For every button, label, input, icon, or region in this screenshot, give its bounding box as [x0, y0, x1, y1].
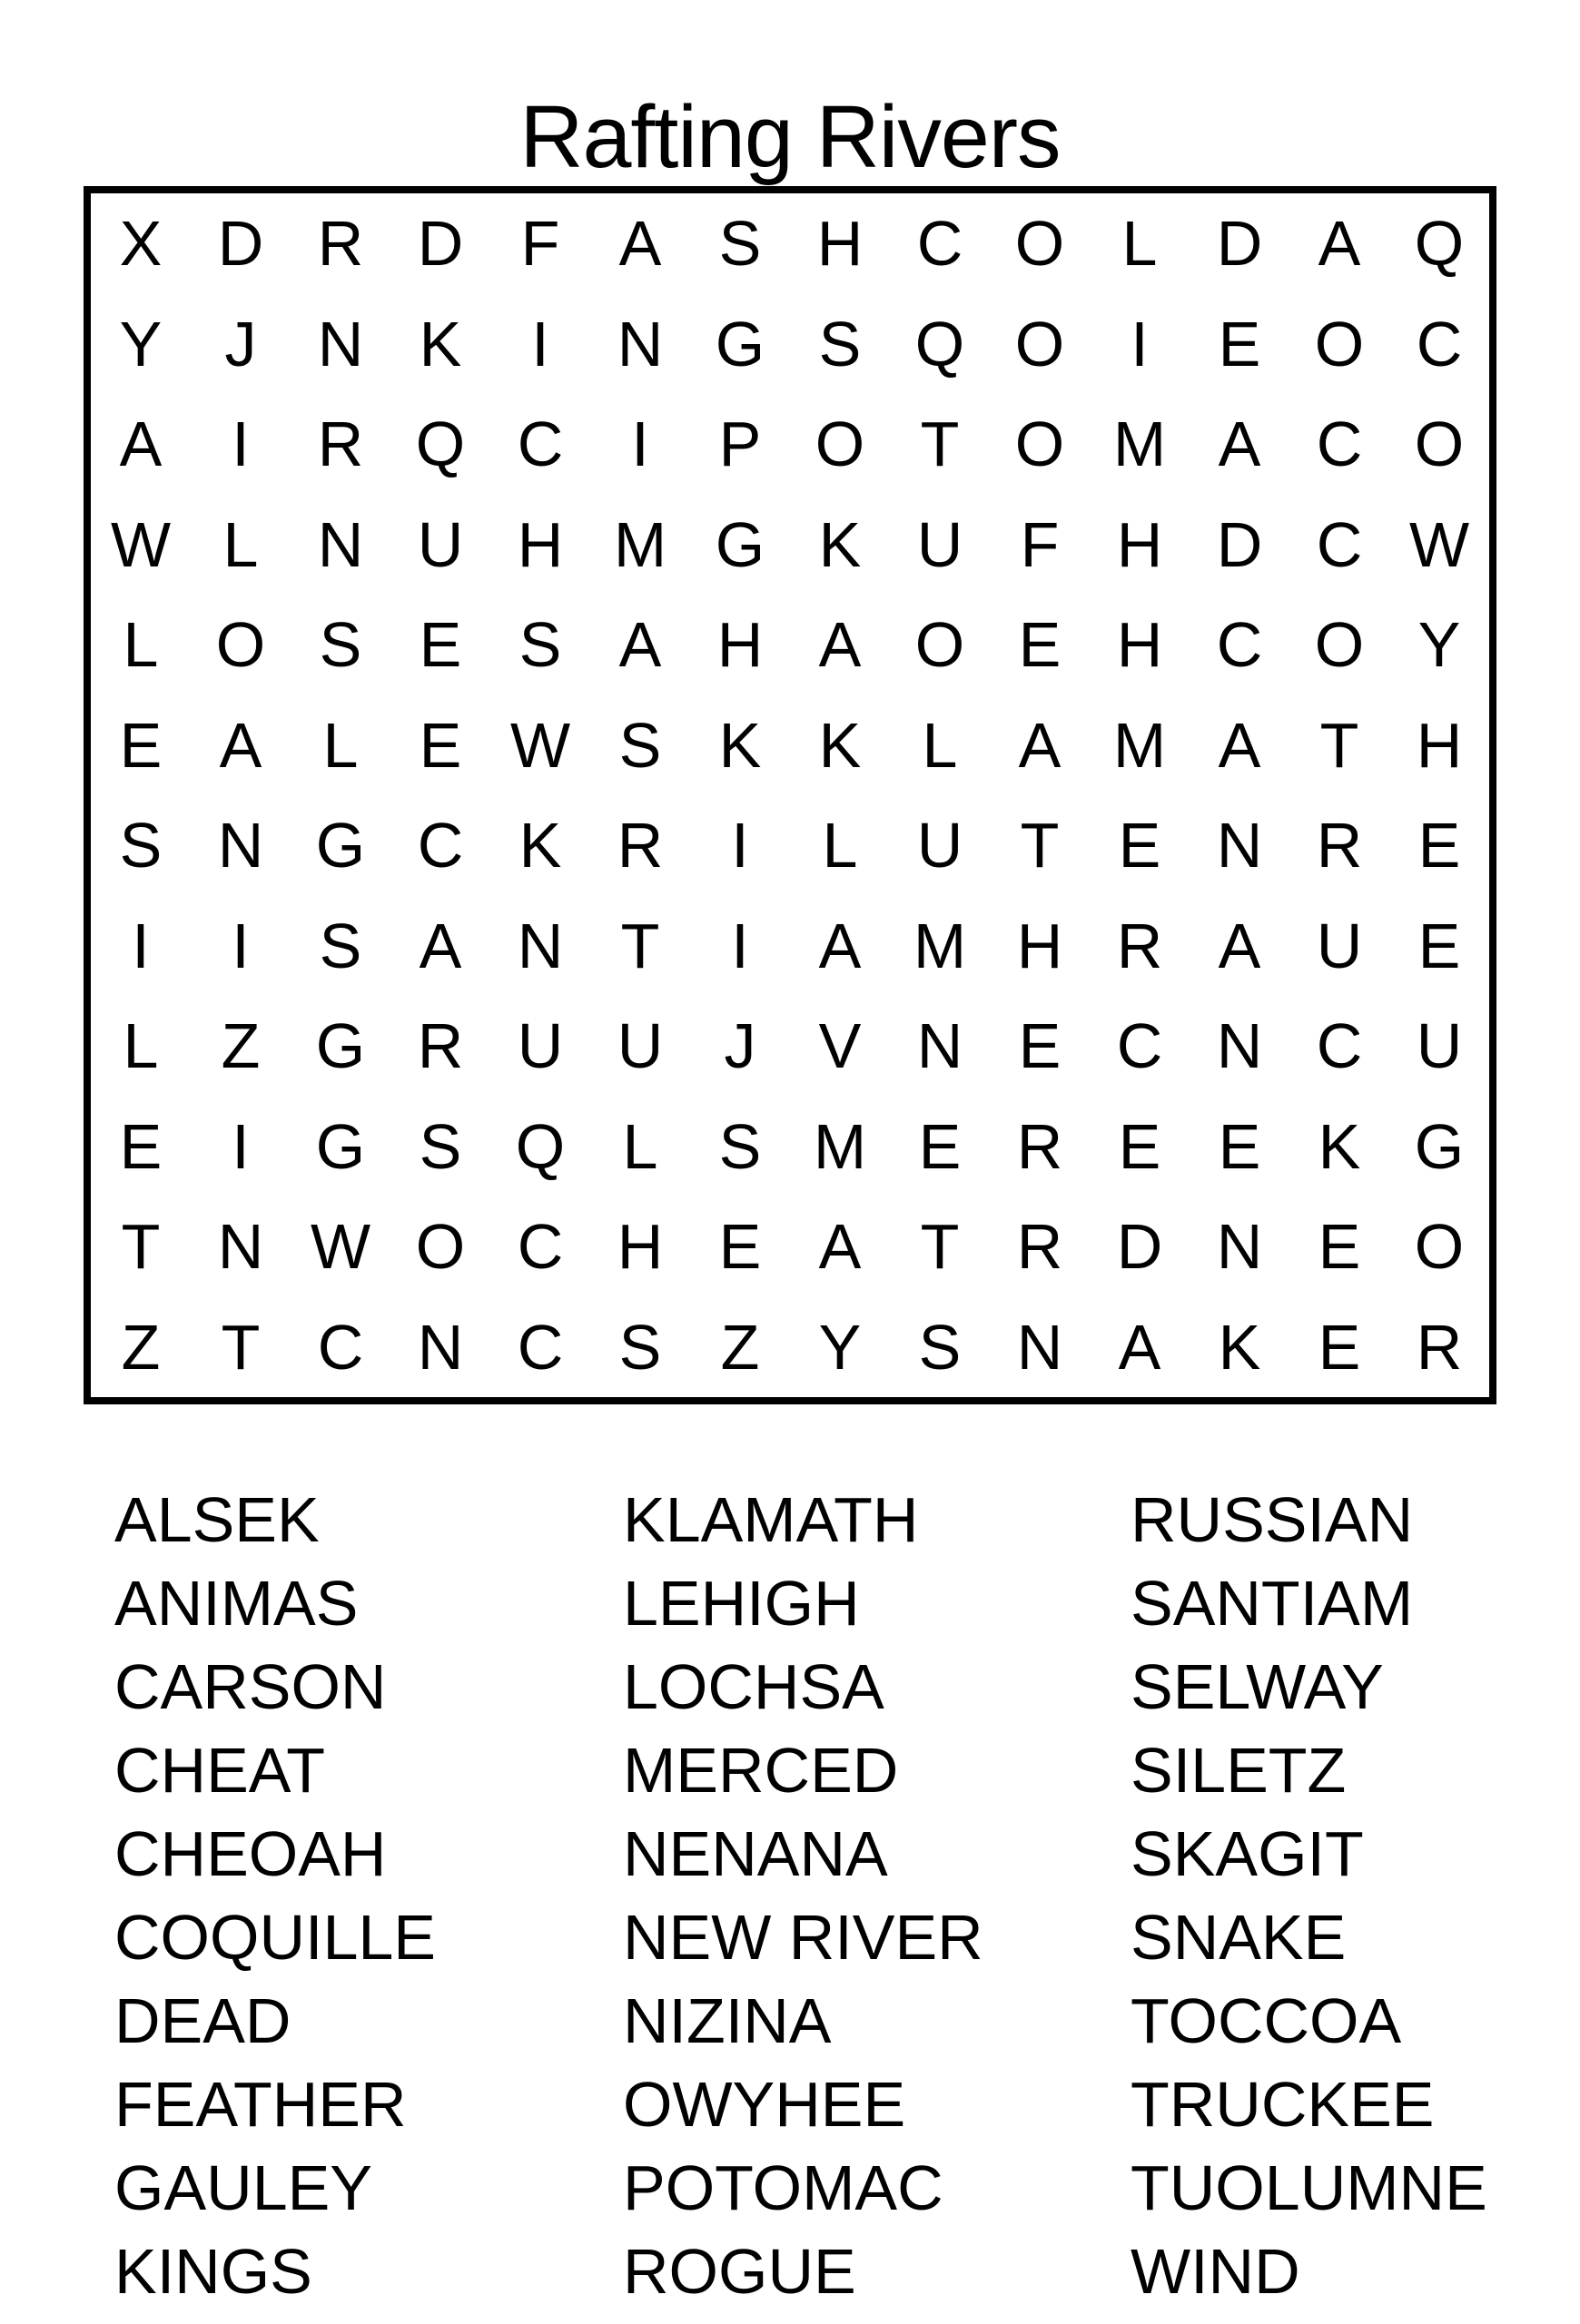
- grid-cell[interactable]: L: [123, 609, 159, 681]
- word-list-item: COQUILLE: [114, 1902, 436, 1973]
- grid-cell[interactable]: T: [620, 910, 660, 981]
- grid-cell[interactable]: G: [715, 508, 765, 580]
- grid-cell[interactable]: K: [1218, 1311, 1261, 1383]
- grid-cell[interactable]: N: [1016, 1311, 1063, 1383]
- grid-cell[interactable]: N: [317, 308, 364, 379]
- grid-cell[interactable]: R: [1016, 1110, 1063, 1182]
- grid-cell[interactable]: A: [818, 1211, 862, 1283]
- grid-cell[interactable]: L: [123, 1010, 159, 1082]
- grid-cell[interactable]: H: [1116, 609, 1163, 681]
- word-list-item: CHEOAH: [114, 1818, 387, 1889]
- grid-cell[interactable]: C: [517, 1311, 564, 1383]
- grid-cell[interactable]: I: [1131, 308, 1149, 379]
- grid-cell[interactable]: C: [317, 1311, 364, 1383]
- grid-cell[interactable]: R: [1416, 1311, 1463, 1383]
- grid-cell[interactable]: N: [317, 508, 364, 580]
- grid-cell[interactable]: E: [419, 609, 462, 681]
- grid-cell[interactable]: N: [417, 1311, 464, 1383]
- grid-cell[interactable]: U: [916, 810, 963, 881]
- grid-cell[interactable]: A: [1118, 1311, 1161, 1383]
- grid-cell[interactable]: W: [509, 709, 571, 781]
- grid-cell[interactable]: R: [1016, 1211, 1063, 1283]
- word-list-item: NENANA: [623, 1818, 888, 1889]
- grid-cell[interactable]: O: [415, 1211, 466, 1283]
- grid-cell[interactable]: Z: [121, 1311, 161, 1383]
- grid-cell[interactable]: S: [518, 609, 562, 681]
- grid-cell[interactable]: A: [119, 409, 163, 480]
- word-list-item: NIZINA: [623, 1985, 832, 2056]
- grid-cell[interactable]: N: [217, 1211, 264, 1283]
- grid-cell[interactable]: Q: [515, 1110, 566, 1182]
- grid-cell[interactable]: K: [818, 709, 862, 781]
- grid-cell[interactable]: D: [1216, 508, 1263, 580]
- grid-cell[interactable]: G: [1414, 1110, 1465, 1182]
- grid-cell[interactable]: A: [618, 208, 662, 280]
- grid-cell[interactable]: S: [718, 208, 762, 280]
- grid-cell[interactable]: N: [1216, 810, 1263, 881]
- grid-cell[interactable]: I: [731, 910, 749, 981]
- grid-cell[interactable]: M: [613, 508, 667, 580]
- word-list-item: TRUCKEE: [1131, 2069, 1435, 2140]
- grid-cell[interactable]: A: [818, 910, 862, 981]
- grid-cell[interactable]: L: [622, 1110, 658, 1182]
- grid-cell[interactable]: T: [221, 1311, 261, 1383]
- word-list-item: CHEAT: [114, 1735, 326, 1806]
- grid-cell[interactable]: O: [815, 409, 865, 480]
- grid-cell[interactable]: E: [1417, 810, 1461, 881]
- grid-cell[interactable]: R: [1316, 810, 1363, 881]
- word-list-item: DEAD: [114, 1985, 291, 2056]
- grid-cell[interactable]: R: [317, 208, 364, 280]
- word-list-item: SELWAY: [1131, 1651, 1384, 1722]
- grid-cell[interactable]: N: [1216, 1010, 1263, 1082]
- grid-cell[interactable]: Q: [415, 409, 466, 480]
- grid-cell[interactable]: E: [1218, 1110, 1261, 1182]
- grid-cell[interactable]: E: [1417, 910, 1461, 981]
- grid-cell[interactable]: L: [922, 709, 958, 781]
- grid-cell[interactable]: E: [918, 1110, 962, 1182]
- grid-cell[interactable]: Y: [1417, 609, 1461, 681]
- grid-cell[interactable]: H: [1016, 910, 1063, 981]
- grid-cell[interactable]: Z: [221, 1010, 261, 1082]
- grid-cell[interactable]: E: [1018, 609, 1062, 681]
- grid-cell[interactable]: E: [1318, 1211, 1361, 1283]
- grid-cell[interactable]: A: [1218, 910, 1261, 981]
- word-list-item: ANIMAS: [114, 1568, 359, 1639]
- grid-cell[interactable]: E: [1018, 1010, 1062, 1082]
- grid-cell[interactable]: E: [1118, 810, 1161, 881]
- grid-cell[interactable]: O: [1314, 609, 1365, 681]
- grid-cell[interactable]: D: [417, 208, 464, 280]
- grid-cell[interactable]: L: [1121, 208, 1158, 280]
- word-list-item: KINGS: [114, 2236, 312, 2307]
- grid-cell[interactable]: D: [217, 208, 264, 280]
- grid-cell[interactable]: U: [916, 508, 963, 580]
- grid-cell[interactable]: E: [119, 1110, 163, 1182]
- grid-cell[interactable]: H: [617, 1211, 664, 1283]
- word-list-item: LOCHSA: [623, 1651, 884, 1722]
- grid-cell[interactable]: O: [914, 609, 965, 681]
- grid-cell[interactable]: C: [916, 208, 963, 280]
- grid-cell[interactable]: T: [1319, 709, 1359, 781]
- word-list-item: NEW RIVER: [623, 1902, 983, 1973]
- grid-cell[interactable]: U: [617, 1010, 664, 1082]
- grid-cell[interactable]: K: [1318, 1110, 1361, 1182]
- grid-cell[interactable]: I: [531, 308, 549, 379]
- grid-cell[interactable]: S: [319, 609, 362, 681]
- grid-cell[interactable]: D: [1216, 208, 1263, 280]
- grid-cell[interactable]: N: [517, 910, 564, 981]
- grid-cell[interactable]: N: [916, 1010, 963, 1082]
- grid-cell[interactable]: E: [1218, 308, 1261, 379]
- grid-cell[interactable]: S: [618, 709, 662, 781]
- word-list-column-1: [114, 1478, 436, 2313]
- grid-cell[interactable]: E: [718, 1211, 762, 1283]
- grid-cell[interactable]: X: [119, 208, 163, 280]
- page-title: Rafting Rivers: [519, 86, 1061, 186]
- grid-cell[interactable]: F: [520, 208, 560, 280]
- grid-cell[interactable]: J: [224, 308, 257, 379]
- word-list-item: SANTIAM: [1131, 1568, 1414, 1639]
- word-list-item: SILETZ: [1131, 1735, 1347, 1806]
- grid-cell[interactable]: I: [132, 910, 150, 981]
- grid-cell[interactable]: C: [1216, 609, 1263, 681]
- grid-cell[interactable]: W: [1408, 508, 1470, 580]
- grid-cell[interactable]: C: [1316, 409, 1363, 480]
- grid-cell[interactable]: R: [317, 409, 364, 480]
- grid-cell[interactable]: K: [419, 308, 462, 379]
- grid-cell[interactable]: C: [1316, 1010, 1363, 1082]
- grid-cell[interactable]: I: [731, 810, 749, 881]
- grid-cell[interactable]: G: [715, 308, 765, 379]
- grid-cell[interactable]: V: [818, 1010, 862, 1082]
- word-list-column-3: [1131, 1478, 1487, 2313]
- grid-cell[interactable]: A: [419, 910, 462, 981]
- grid-cell[interactable]: O: [1314, 308, 1365, 379]
- grid-cell[interactable]: K: [518, 810, 562, 881]
- grid-cell[interactable]: C: [1416, 308, 1463, 379]
- grid-cell[interactable]: W: [310, 1211, 371, 1283]
- word-list-item: TOCCOA: [1131, 1985, 1402, 2056]
- grid-cell[interactable]: O: [1414, 409, 1465, 480]
- grid-cell[interactable]: E: [419, 709, 462, 781]
- word-list-item: GAULEY: [114, 2152, 372, 2223]
- grid-cell[interactable]: S: [319, 910, 362, 981]
- word-list-item: RUSSIAN: [1131, 1484, 1414, 1555]
- grid-cell[interactable]: I: [631, 409, 649, 480]
- word-list-item: TUOLUMNE: [1131, 2152, 1487, 2223]
- grid-cell[interactable]: A: [1318, 208, 1361, 280]
- grid-cell[interactable]: I: [232, 1110, 250, 1182]
- word-search-grid: [84, 186, 1496, 1404]
- grid-cell[interactable]: C: [1316, 508, 1363, 580]
- grid-cell[interactable]: E: [119, 709, 163, 781]
- grid-cell[interactable]: Y: [119, 308, 163, 379]
- grid-cell[interactable]: Y: [818, 1311, 862, 1383]
- grid-cell[interactable]: H: [716, 609, 764, 681]
- word-list-item: KLAMATH: [623, 1484, 919, 1555]
- grid-cell[interactable]: G: [315, 1110, 366, 1182]
- word-list-item: OWYHEE: [623, 2069, 906, 2140]
- word-list-item: ROGUE: [623, 2236, 856, 2307]
- word-list-item: MERCED: [623, 1735, 899, 1806]
- grid-cell[interactable]: D: [1116, 1211, 1163, 1283]
- grid-cell[interactable]: E: [1118, 1110, 1161, 1182]
- grid-cell[interactable]: T: [121, 1211, 161, 1283]
- grid-cell[interactable]: O: [215, 609, 266, 681]
- grid-cell[interactable]: H: [1416, 709, 1463, 781]
- word-list-item: POTOMAC: [623, 2152, 943, 2223]
- grid-cell[interactable]: K: [818, 508, 862, 580]
- grid-cell[interactable]: O: [1414, 1211, 1465, 1283]
- grid-cell[interactable]: S: [818, 308, 862, 379]
- grid-cell[interactable]: U: [1316, 910, 1363, 981]
- grid-cell[interactable]: L: [322, 709, 359, 781]
- grid-cell[interactable]: J: [724, 1010, 756, 1082]
- grid-cell[interactable]: I: [232, 409, 250, 480]
- grid-cell[interactable]: A: [818, 609, 862, 681]
- grid-cell[interactable]: A: [1218, 709, 1261, 781]
- grid-cell[interactable]: N: [217, 810, 264, 881]
- grid-cell[interactable]: N: [617, 308, 664, 379]
- grid-cell[interactable]: R: [1116, 910, 1163, 981]
- grid-cell[interactable]: M: [813, 1110, 867, 1182]
- grid-cell[interactable]: C: [517, 409, 564, 480]
- grid-cell[interactable]: S: [918, 1311, 962, 1383]
- grid-cell[interactable]: M: [1112, 709, 1167, 781]
- grid-cell[interactable]: T: [1020, 810, 1060, 881]
- grid-cell[interactable]: Q: [914, 308, 965, 379]
- grid-cell[interactable]: W: [110, 508, 172, 580]
- grid-cell[interactable]: S: [618, 1311, 662, 1383]
- grid-cell[interactable]: P: [718, 409, 762, 480]
- word-list-item: SNAKE: [1131, 1902, 1347, 1973]
- grid-cell[interactable]: M: [1112, 409, 1167, 480]
- word-list-item: ALSEK: [114, 1484, 320, 1555]
- word-list-item: LEHIGH: [623, 1568, 860, 1639]
- grid-cell[interactable]: I: [232, 910, 250, 981]
- word-list-item: SKAGIT: [1131, 1818, 1364, 1889]
- grid-cell[interactable]: C: [1116, 1010, 1163, 1082]
- grid-cell[interactable]: T: [920, 1211, 960, 1283]
- grid-cell[interactable]: M: [913, 910, 967, 981]
- grid-cell[interactable]: Q: [1414, 208, 1465, 280]
- grid-cell[interactable]: H: [1116, 508, 1163, 580]
- grid-cell[interactable]: O: [1014, 308, 1065, 379]
- grid-cell[interactable]: S: [718, 1110, 762, 1182]
- grid-cell[interactable]: F: [1020, 508, 1060, 580]
- grid-cell[interactable]: E: [1318, 1311, 1361, 1383]
- grid-cell[interactable]: K: [718, 709, 762, 781]
- grid-cell[interactable]: O: [1014, 208, 1065, 280]
- grid-cell[interactable]: A: [1018, 709, 1062, 781]
- grid-cell[interactable]: A: [1218, 409, 1261, 480]
- grid-cell[interactable]: U: [1416, 1010, 1463, 1082]
- grid-cell[interactable]: N: [1216, 1211, 1263, 1283]
- grid-cell[interactable]: O: [1014, 409, 1065, 480]
- word-list-item: WIND: [1131, 2236, 1300, 2307]
- grid-cell[interactable]: C: [417, 810, 464, 881]
- grid-cell[interactable]: Z: [720, 1311, 760, 1383]
- grid-cell[interactable]: R: [617, 810, 664, 881]
- grid-cell[interactable]: T: [920, 409, 960, 480]
- grid-cell[interactable]: U: [517, 1010, 564, 1082]
- word-list-item: CARSON: [114, 1651, 387, 1722]
- grid-cell[interactable]: H: [816, 208, 864, 280]
- grid-cell[interactable]: L: [822, 810, 858, 881]
- grid-cell[interactable]: S: [119, 810, 163, 881]
- grid-cell[interactable]: L: [222, 508, 259, 580]
- grid-cell[interactable]: U: [417, 508, 464, 580]
- word-list-item: FEATHER: [114, 2069, 407, 2140]
- grid-cell[interactable]: A: [618, 609, 662, 681]
- grid-cell[interactable]: S: [419, 1110, 462, 1182]
- word-list-column-2: [623, 1478, 983, 2313]
- grid-cell[interactable]: G: [315, 1010, 366, 1082]
- grid-cell[interactable]: H: [517, 508, 564, 580]
- grid-cell[interactable]: C: [517, 1211, 564, 1283]
- grid-cell[interactable]: A: [219, 709, 262, 781]
- grid-cell[interactable]: R: [417, 1010, 464, 1082]
- grid-cell[interactable]: G: [315, 810, 366, 881]
